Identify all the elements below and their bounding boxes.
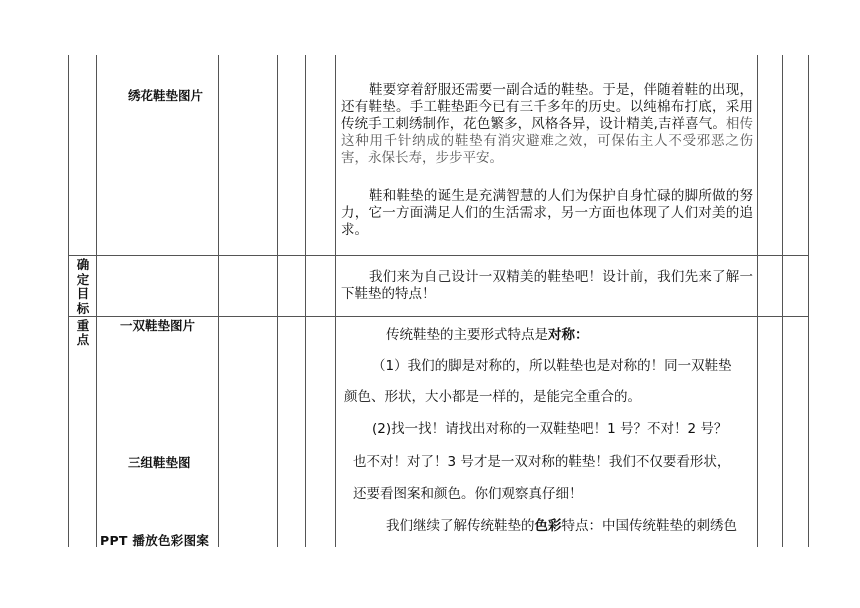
feature-text: 传统鞋垫的主要形式特点是 bbox=[386, 327, 548, 343]
feature-line: 也不对！对了！3 号才是一双对称的鞋垫！我们不仅要看形状， bbox=[353, 454, 731, 470]
feature-line bbox=[386, 517, 737, 535]
table-border bbox=[335, 55, 336, 547]
intro-text-legend: 相传这种用千针纳成的鞋垫有消灾避难之效，可保佑主人不受邪恶之伤害，永保长寿，步步平安。 bbox=[341, 116, 753, 166]
intro-text: 鞋要穿着舒服还需要一副合适的鞋垫。于是，伴随着鞋的出现，还有鞋垫。手工鞋垫距今已有三千多年的历史。以纯棉布打底，采用传统手工刺绣制作，花色繁多，风格各异，设计精美,吉祥喜气。 bbox=[341, 82, 753, 132]
resource-label: 一双鞋垫图片 bbox=[120, 318, 196, 333]
table-border bbox=[305, 55, 306, 547]
feature-keyword: 对称： bbox=[548, 327, 589, 343]
table-border bbox=[96, 55, 97, 547]
feature-text: 特点：中国传统鞋垫的刺绣色 bbox=[561, 518, 737, 534]
feature-line: 还要看图案和颜色。你们观察真仔细！ bbox=[353, 486, 583, 502]
resource-label: 三组鞋垫图 bbox=[128, 455, 191, 470]
table-border bbox=[757, 55, 758, 547]
feature-text: 我们继续了解传统鞋垫的 bbox=[386, 518, 535, 534]
section-label-goal: 确定目标 bbox=[76, 257, 90, 316]
feature-line: (2)找一找！请找出对称的一双鞋垫吧！1 号？不对！2 号？ bbox=[372, 421, 728, 437]
table-border bbox=[277, 55, 278, 547]
goal-paragraph: 我们来为自己设计一双精美的鞋垫吧！设计前，我们先来了解一下鞋垫的特点！ bbox=[341, 269, 753, 302]
resource-label: 绣花鞋垫图片 bbox=[128, 88, 204, 103]
feature-keyword: 色彩 bbox=[534, 518, 562, 534]
table-border bbox=[68, 255, 809, 256]
feature-line: （1）我们的脚是对称的，所以鞋垫也是对称的！同一双鞋垫 bbox=[372, 358, 732, 374]
table-border bbox=[782, 55, 783, 547]
resource-label: PPT 播放色彩图案 bbox=[100, 533, 210, 548]
section-label-key: 重点 bbox=[76, 318, 90, 347]
origin-paragraph: 鞋和鞋垫的诞生是充满智慧的人们为保护自身忙碌的脚所做的努力，它一方面满足人们的生活需求，另一方面也体现了人们对美的追求。 bbox=[341, 188, 753, 238]
intro-paragraph bbox=[341, 82, 753, 167]
table-border bbox=[68, 55, 69, 547]
table-border bbox=[808, 55, 809, 547]
feature-line: 颜色、形状，大小都是一样的，是能完全重合的。 bbox=[344, 389, 641, 405]
feature-line bbox=[386, 326, 589, 344]
table-border bbox=[218, 55, 219, 547]
